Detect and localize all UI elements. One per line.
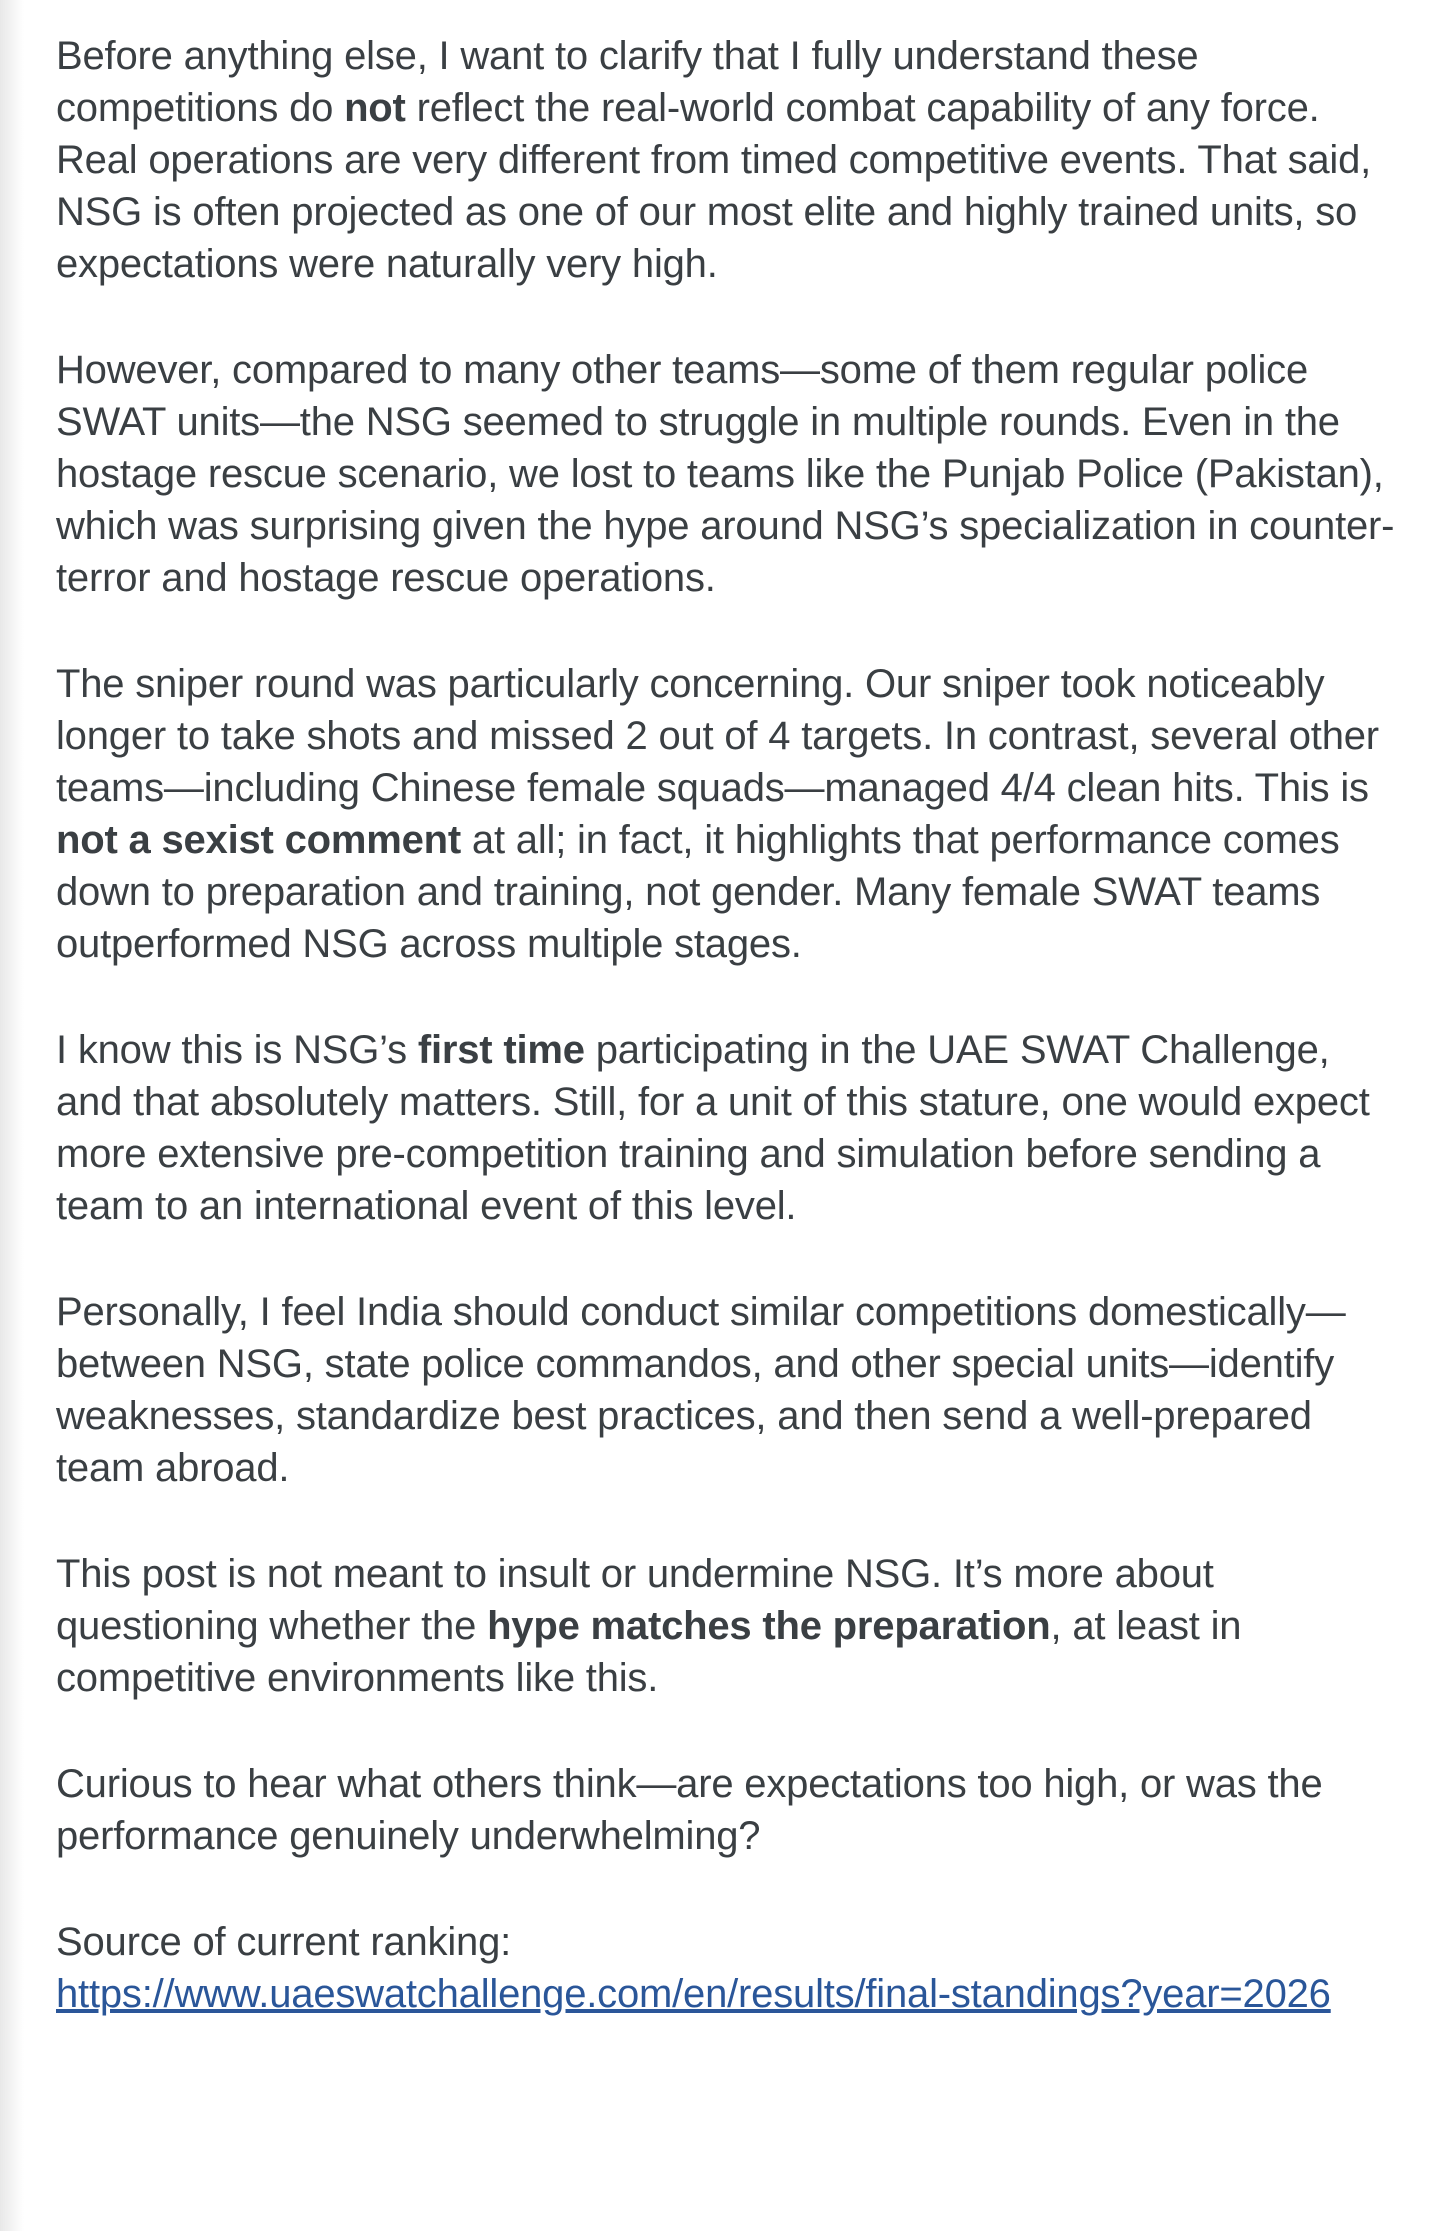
- post-paragraph: [56, 1286, 1398, 1494]
- post-paragraph: [56, 1758, 1398, 1862]
- post-paragraph: [56, 1548, 1398, 1704]
- post-paragraph: [56, 1024, 1398, 1232]
- post-paragraph: [56, 658, 1398, 970]
- body-text: at all; in fact, it highlights that performance comes down to preparation and training, not gender. Many female SWAT teams outperformed NSG across multiple stages.: [56, 818, 1340, 966]
- body-text: This post is not meant to insult or undermine NSG. It’s more about questioning whether the: [56, 1552, 1214, 1648]
- body-text: participating in the UAE SWAT Challenge, and that absolutely matters. Still, for a unit of this stature, one would expect more extensive pre-competition training and simulation before sending a team to an international event of this level.: [56, 1028, 1370, 1228]
- bold-text: not: [344, 86, 406, 130]
- body-text: Personally, I feel India should conduct similar competitions domestically—between NSG, state police commandos, and other special units—identify weaknesses, standardize best practices, and then send a well-prepared team abroad.: [56, 1290, 1346, 1490]
- body-text: , at least in competitive environments like this.: [56, 1604, 1242, 1700]
- body-text: Source of current ranking:: [56, 1920, 512, 1964]
- bold-text: hype matches the preparation: [487, 1604, 1051, 1648]
- source-link[interactable]: https://www.uaeswatchallenge.com/en/results/final-standings?year=2026: [56, 1972, 1331, 2016]
- body-text: I know this is NSG’s: [56, 1028, 418, 1072]
- bold-text: not a sexist comment: [56, 818, 462, 862]
- post-paragraph: [56, 1916, 1398, 2020]
- body-text: Curious to hear what others think—are expectations too high, or was the performance genuinely underwhelming?: [56, 1762, 1323, 1858]
- body-text: However, compared to many other teams—some of them regular police SWAT units—the NSG seemed to struggle in multiple rounds. Even in the hostage rescue scenario, we lost to teams like the Punjab Police (Pakistan), which was surprising given the hype around NSG’s specialization in counter-terror and hostage rescue operations.: [56, 348, 1395, 600]
- bold-text: first time: [417, 1028, 585, 1072]
- body-text: The sniper round was particularly concerning. Our sniper took noticeably longer to take shots and missed 2 out of 4 targets. In contrast, several other teams—including Chinese female squads—managed 4/4 clean hits. This is: [56, 662, 1379, 810]
- post-paragraph: [56, 30, 1398, 290]
- post-paragraph: [56, 344, 1398, 604]
- body-text: reflect the real-world combat capability of any force. Real operations are very different from timed competitive events. That said, NSG is often projected as one of our most elite and highly trained units, so expectations were naturally very high.: [56, 86, 1372, 286]
- body-text: Before anything else, I want to clarify that I fully understand these competitions do: [56, 34, 1199, 130]
